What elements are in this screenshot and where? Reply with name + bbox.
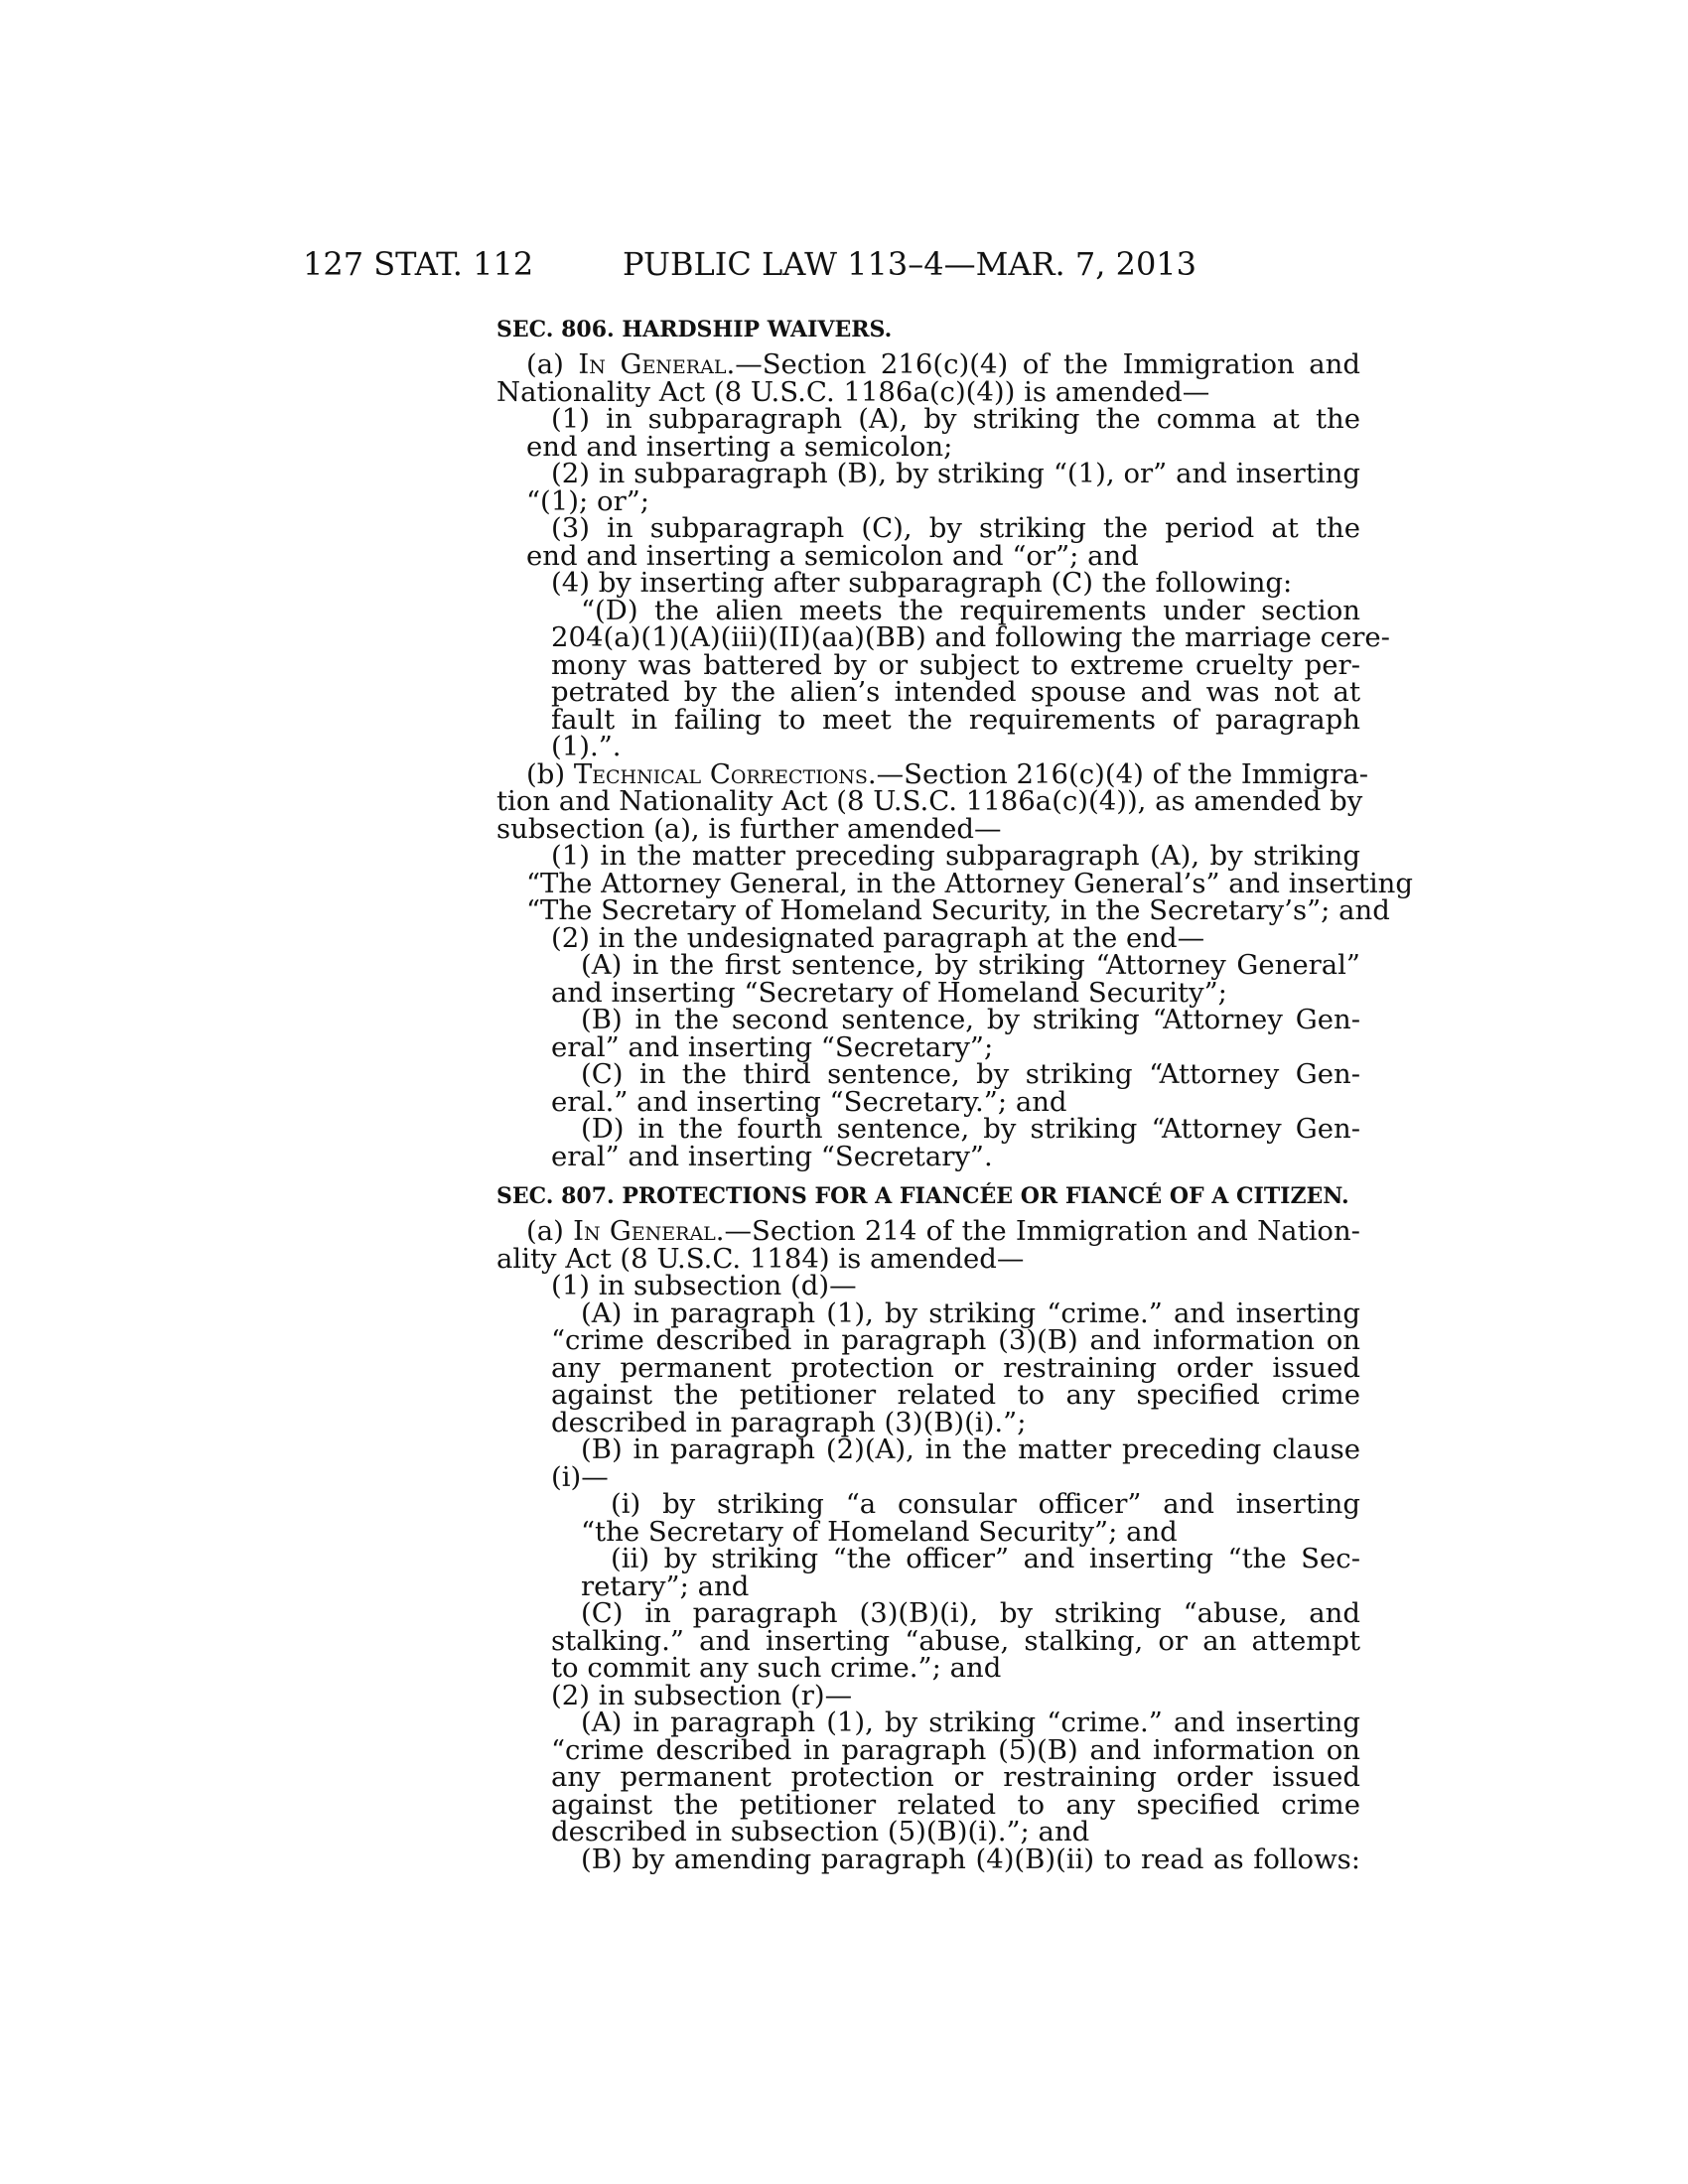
text-line: “the Secretary of Homeland Security”; and xyxy=(581,1516,1178,1548)
text-line: (1) in subparagraph (A), by striking the comma at the xyxy=(551,403,1360,435)
text-line: “(D) the alien meets the requirements under section xyxy=(581,595,1360,626)
text-line: (2) in subsection (r)— xyxy=(551,1680,853,1711)
text-line xyxy=(526,758,1369,790)
text-line: (4) by inserting after subparagraph (C) the following: xyxy=(551,567,1293,599)
text-line: any permanent protection or restraining order issued xyxy=(551,1761,1360,1793)
text-line: mony was battered by or subject to extreme cruelty per- xyxy=(551,649,1360,681)
text-line: (1) in subsection (d)— xyxy=(551,1270,857,1301)
text-line: (2) in subparagraph (B), by striking “(1), or” and inserting xyxy=(551,458,1360,489)
text-line: (C) in the third sentence, by striking “Attorney Gen- xyxy=(581,1058,1360,1090)
text-line: (A) in paragraph (1), by striking “crime.” and inserting xyxy=(581,1297,1360,1329)
text-line: (A) in paragraph (1), by striking “crime.” and inserting xyxy=(581,1706,1360,1738)
text-line: fault in failing to meet the requirements of paragraph xyxy=(551,704,1360,736)
subsection-heading: In General xyxy=(578,348,727,380)
subsection-label: (b) xyxy=(526,758,574,790)
text-line: (B) by amending paragraph (4)(B)(ii) to read as follows: xyxy=(581,1843,1360,1875)
text-line: (ii) by striking “the officer” and inserting “the Sec- xyxy=(611,1543,1360,1574)
text-line: (D) in the fourth sentence, by striking “Attorney Gen- xyxy=(581,1113,1360,1145)
text-line: against the petitioner related to any specified crime xyxy=(551,1789,1360,1821)
text-line: (1) in the matter preceding subparagraph (A), by striking xyxy=(551,840,1360,872)
subsection-heading: Technical Corrections xyxy=(573,758,868,790)
text-line: (i)— xyxy=(551,1461,609,1493)
text-line: “crime described in paragraph (5)(B) and information on xyxy=(551,1734,1360,1766)
running-head: PUBLIC LAW 113–4—MAR. 7, 2013 xyxy=(623,245,1197,283)
text-line: (B) in paragraph (2)(A), in the matter preceding clause xyxy=(581,1433,1360,1465)
text-line: Nationality Act (8 U.S.C. 1186a(c)(4)) is amended— xyxy=(496,376,1210,408)
text-line: petrated by the alien’s intended spouse and was not at xyxy=(551,676,1360,708)
section-807-title: SEC. 807. PROTECTIONS FOR A FIANCÉE OR FIANCÉ OF A CITIZEN. xyxy=(496,1183,1349,1209)
text-line: “crime described in paragraph (3)(B) and information on xyxy=(551,1324,1360,1356)
text-fragment: .—Section 216(c)(4) of the Immigration and xyxy=(726,348,1360,380)
text-line xyxy=(526,1217,1360,1245)
text-line: ality Act (8 U.S.C. 1184) is amended— xyxy=(496,1243,1025,1275)
text-line: described in paragraph (3)(B)(i).”; xyxy=(551,1407,1027,1438)
text-line: end and inserting a semicolon; xyxy=(526,431,953,463)
text-line: end and inserting a semicolon and “or”; and xyxy=(526,540,1139,572)
text-line: described in subsection (5)(B)(i).”; and xyxy=(551,1816,1090,1847)
text-line: and inserting “Secretary of Homeland Security”; xyxy=(551,977,1227,1009)
text-line: (2) in the undesignated paragraph at the end— xyxy=(551,922,1205,954)
subsection-label: (a) xyxy=(526,1215,574,1247)
text-fragment: .—Section 216(c)(4) of the Immigra- xyxy=(867,758,1369,790)
subsection-label: (a) xyxy=(526,348,579,380)
text-line: (1).”. xyxy=(551,731,622,762)
text-line: to commit any such crime.”; and xyxy=(551,1652,1002,1684)
text-fragment: .—Section 214 of the Immigration and Nation- xyxy=(715,1215,1360,1247)
text-line: (i) by striking “a consular officer” and inserting xyxy=(611,1488,1360,1520)
text-line: “(1); or”; xyxy=(526,485,650,517)
text-line: (B) in the second sentence, by striking “Attorney Gen- xyxy=(581,1004,1360,1035)
text-line: (A) in the first sentence, by striking “Attorney General” xyxy=(581,949,1360,981)
text-line: (3) in subparagraph (C), by striking the period at the xyxy=(551,512,1360,544)
text-line: eral” and inserting “Secretary”. xyxy=(551,1141,993,1172)
section-806-title: SEC. 806. HARDSHIP WAIVERS. xyxy=(496,317,893,342)
subsection-heading: In General xyxy=(573,1215,716,1247)
text-line: against the petitioner related to any specified crime xyxy=(551,1379,1360,1411)
statute-page-number: 127 STAT. 112 xyxy=(303,245,534,283)
text-line: tion and Nationality Act (8 U.S.C. 1186a(c)(4)), as amended by xyxy=(496,785,1363,817)
text-line: “The Attorney General, in the Attorney General’s” and inserting xyxy=(526,868,1413,899)
text-line: eral” and inserting “Secretary”; xyxy=(551,1031,994,1063)
text-line: (C) in paragraph (3)(B)(i), by striking “abuse, and xyxy=(581,1597,1360,1629)
text-line: stalking.” and inserting “abuse, stalking, or an attempt xyxy=(551,1625,1360,1657)
text-line: 204(a)(1)(A)(iii)(II)(aa)(BB) and following the marriage cere- xyxy=(551,621,1390,653)
text-line: eral.” and inserting “Secretary.”; and xyxy=(551,1086,1067,1118)
text-line: subsection (a), is further amended— xyxy=(496,813,1002,845)
text-line: any permanent protection or restraining order issued xyxy=(551,1352,1360,1384)
text-line: retary”; and xyxy=(581,1570,750,1602)
text-line xyxy=(526,350,1360,378)
text-line: “The Secretary of Homeland Security, in the Secretary’s”; and xyxy=(526,894,1390,926)
